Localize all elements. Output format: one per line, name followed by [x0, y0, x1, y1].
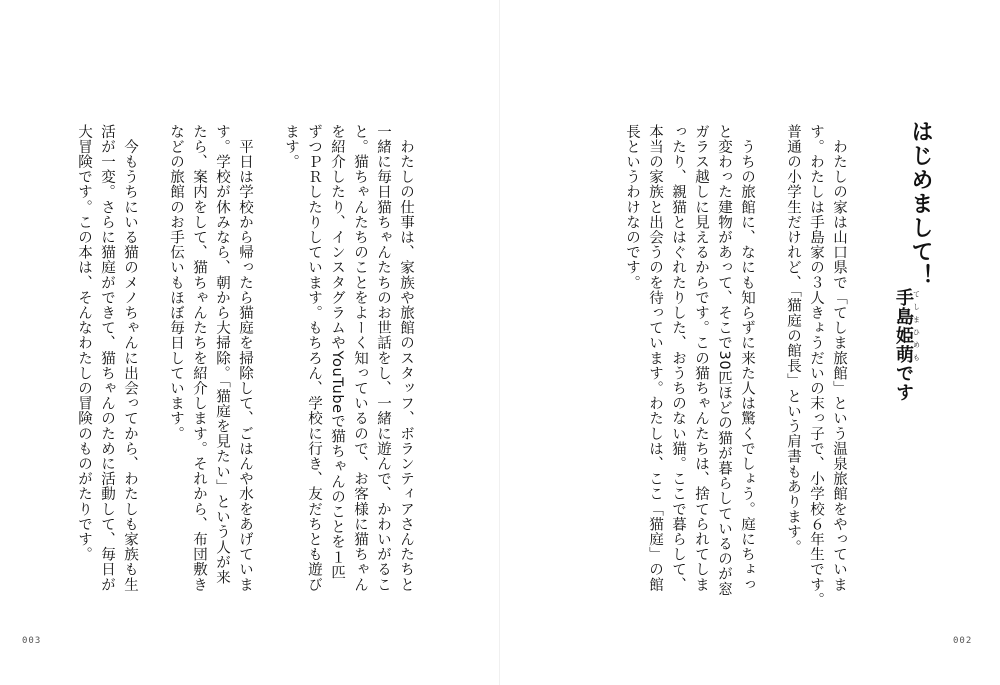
author-suffix: です: [893, 364, 914, 402]
body-line: 一緒に毎日猫ちゃんたちのお世話をし、一緒に遊んで、かわいがるこ: [375, 124, 391, 593]
body-line: 平日は学校から帰ったら猫庭を掃除して、ごはんや水をあげていま: [237, 124, 253, 593]
body-line: ます。: [283, 124, 299, 170]
body-line: 活が一変。さらに猫庭ができて、猫ちゃんのために活動して、毎日が: [99, 124, 115, 593]
page-gutter: [499, 0, 500, 685]
chapter-title: はじめまして！: [908, 120, 933, 288]
body-line: 本当の家族と出会うのを待っています。わたしは、ここ「猫庭」の館: [647, 124, 663, 593]
author-family-name: 手島てしま: [893, 288, 921, 326]
body-line: わたしの仕事は、家族や旅館のスタッフ、ボランティアさんたちと: [398, 124, 414, 593]
body-line: たら、案内をして、猫ちゃんたちを紹介します。それから、布団敷き: [191, 124, 207, 593]
body-line: わたしの家は山口県で「てしま旅館」という温泉旅館をやっていま: [831, 124, 847, 593]
body-line: す。学校が休みなら、朝から大掃除。「猫庭を見たい」という人が来: [214, 124, 230, 585]
body-line: を紹介したり、インスタグラムやYouTubeで猫ちゃんのことを１匹: [329, 124, 345, 580]
author-line: [888, 288, 921, 402]
body-line: 大冒険です。この本は、そんなわたしの冒険のものがたりです。: [76, 124, 92, 562]
body-line: などの旅館のお手伝いもほぼ毎日しています。: [168, 124, 184, 442]
body-line: と変わった建物があって、そこで30匹ほどの猫が暮らしているのが窓: [716, 124, 732, 597]
page-number-left: 003: [22, 636, 42, 646]
body-line: うちの旅館に、なにも知らずに来た人は驚くでしょう。庭にちょっ: [739, 124, 755, 593]
body-line: 今もうちにいる猫のメノちゃんに出会ってから、わたしも家族も生: [122, 124, 138, 593]
author-given-name: 姫萌ひめも: [893, 326, 921, 364]
body-line: す。わたしは手島家の３人きょうだいの末っ子で、小学校６年生です。: [808, 124, 824, 608]
body-line: 長というわけなのです。: [624, 124, 640, 291]
body-line: ガラス越しに見えるからです。この猫ちゃんたちは、捨てられてしま: [693, 124, 709, 593]
body-line: と。猫ちゃんたちのことをよーく知っているので、お客様に猫ちゃん: [352, 124, 368, 593]
body-line: ったり、親猫とはぐれたりした、おうちのない猫。ここで暮らして、: [670, 124, 686, 593]
body-line: ずつＰＲしたりしています。もちろん、学校に行き、友だちとも遊び: [306, 124, 322, 593]
body-line: 普通の小学生だけれど、「猫庭の館長」という肩書もあります。: [785, 124, 801, 555]
page-number-right: 002: [953, 636, 973, 646]
